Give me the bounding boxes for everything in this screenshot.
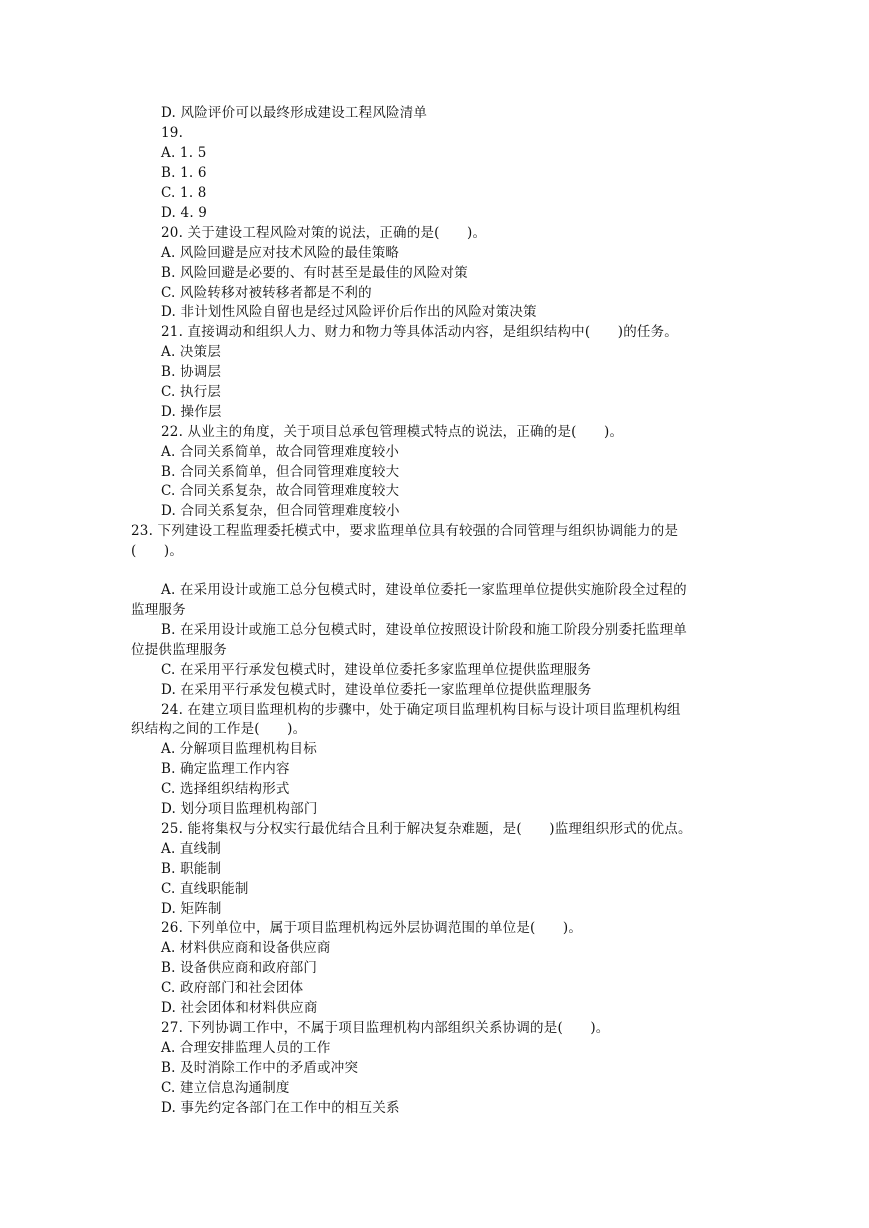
option-line: C. 在采用平行承发包模式时，建设单位委托多家监理单位提供监理服务 xyxy=(161,662,592,678)
option-line: A. 合同关系简单，故合同管理难度较小 xyxy=(161,444,400,460)
option-line: B. 在采用设计或施工总分包模式时，建设单位按照设计阶段和施工阶段分别委托监理单 xyxy=(161,622,688,638)
option-line: B. 合同关系简单，但合同管理难度较大 xyxy=(161,464,400,480)
option-line: C. 合同关系复杂，故合同管理难度较大 xyxy=(161,483,400,499)
question-stem: 23. 下列建设工程监理委托模式中，要求监理单位具有较强的合同管理与组织协调能力的是 xyxy=(131,523,679,539)
option-line: A. 决策层 xyxy=(161,344,222,360)
option-line: D. 社会团体和材料供应商 xyxy=(161,1000,318,1016)
question-stem: 26. 下列单位中，属于项目监理机构远外层协调范围的单位是( )。 xyxy=(161,920,583,936)
option-line: B. 及时消除工作中的矛盾或冲突 xyxy=(161,1060,359,1076)
option-line: C. 政府部门和社会团体 xyxy=(161,980,304,996)
question-stem: 20. 关于建设工程风险对策的说法，正确的是( )。 xyxy=(161,225,487,241)
question-stem-cont: ( )。 xyxy=(131,543,184,559)
option-line: B. 风险回避是必要的、有时甚至是最佳的风险对策 xyxy=(161,265,468,281)
option-line-cont: 位提供监理服务 xyxy=(131,642,227,658)
option-line: D. 合同关系复杂，但合同管理难度较小 xyxy=(161,503,400,519)
option-line: C. 1. 8 xyxy=(161,185,207,201)
question-stem: 27. 下列协调工作中，不属于项目监理机构内部组织关系协调的是( )。 xyxy=(161,1020,610,1036)
option-line: A. 合理安排监理人员的工作 xyxy=(161,1040,331,1056)
option-line: D. 在采用平行承发包模式时，建设单位委托一家监理单位提供监理服务 xyxy=(161,682,592,698)
option-line: A. 1. 5 xyxy=(161,145,207,161)
option-line: D. 4. 9 xyxy=(161,205,208,221)
option-line: D. 划分项目监理机构部门 xyxy=(161,801,318,817)
option-line: A. 风险回避是应对技术风险的最佳策略 xyxy=(161,245,400,261)
option-line: D. 事先约定各部门在工作中的相互关系 xyxy=(161,1100,400,1116)
option-line: C. 直线职能制 xyxy=(161,881,249,897)
option-line-cont: 监理服务 xyxy=(131,602,186,618)
option-line: C. 风险转移对被转移者都是不利的 xyxy=(161,285,372,301)
option-line: D. 风险评价可以最终形成建设工程风险清单 xyxy=(161,105,428,121)
option-line: C. 建立信息沟通制度 xyxy=(161,1080,290,1096)
option-line: D. 非计划性风险自留也是经过风险评价后作出的风险对策决策 xyxy=(161,304,537,320)
option-line: D. 矩阵制 xyxy=(161,901,222,917)
option-line: B. 1. 6 xyxy=(161,165,207,181)
option-line: C. 选择组织结构形式 xyxy=(161,781,290,797)
question-stem: 24. 在建立项目监理机构的步骤中，处于确定项目监理机构目标与设计项目监理机构组 xyxy=(161,702,681,718)
question-stem-cont: 织结构之间的工作是( )。 xyxy=(131,721,307,737)
question-stem: 19. xyxy=(161,125,184,141)
option-line: C. 执行层 xyxy=(161,384,222,400)
option-line: A. 分解项目监理机构目标 xyxy=(161,741,317,757)
option-line: B. 确定监理工作内容 xyxy=(161,761,290,777)
question-stem: 25. 能将集权与分权实行最优结合且利于解决复杂难题，是( )监理组织形式的优点。 xyxy=(161,821,692,837)
option-line: A. 直线制 xyxy=(161,841,222,857)
option-line: B. 职能制 xyxy=(161,861,222,877)
question-stem: 22. 从业主的角度，关于项目总承包管理模式特点的说法，正确的是( )。 xyxy=(161,424,624,440)
question-stem: 21. 直接调动和组织人力、财力和物力等具体活动内容，是组织结构中( )的任务。 xyxy=(161,324,678,340)
option-line: B. 设备供应商和政府部门 xyxy=(161,960,318,976)
option-line: D. 操作层 xyxy=(161,404,222,420)
option-line: B. 协调层 xyxy=(161,364,222,380)
option-line: A. 在采用设计或施工总分包模式时，建设单位委托一家监理单位提供实施阶段全过程的 xyxy=(161,582,687,598)
option-line: A. 材料供应商和设备供应商 xyxy=(161,940,331,956)
